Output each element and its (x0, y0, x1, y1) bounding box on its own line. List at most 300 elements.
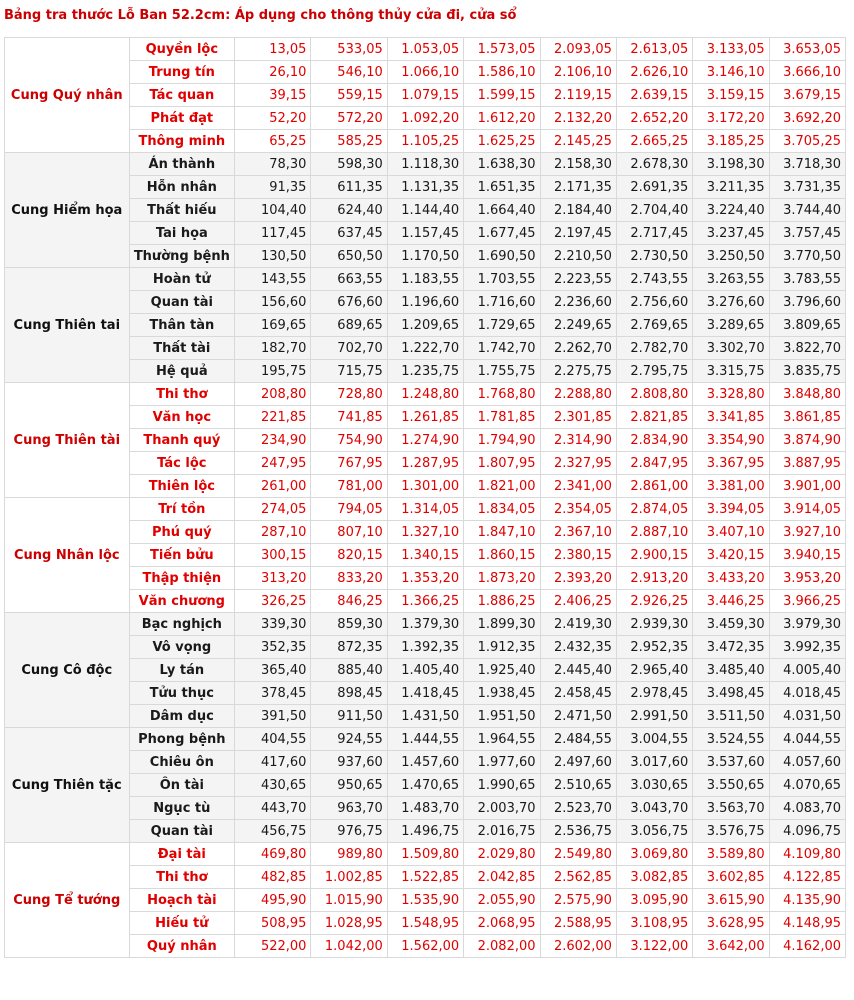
value-cell: 3.848,80 (769, 383, 845, 406)
value-cell: 4.083,70 (769, 797, 845, 820)
value-cell: 624,40 (311, 199, 387, 222)
value-cell: 2.782,70 (616, 337, 692, 360)
value-cell: 1.287,95 (387, 452, 463, 475)
value-cell: 2.314,90 (540, 429, 616, 452)
value-cell: 767,95 (311, 452, 387, 475)
value-cell: 3.835,75 (769, 360, 845, 383)
value-cell: 1.860,15 (464, 544, 540, 567)
value-cell: 2.445,40 (540, 659, 616, 682)
measure-name-cell: Thân tàn (129, 314, 235, 337)
value-cell: 182,70 (235, 337, 311, 360)
table-row (5, 222, 846, 245)
measure-name-cell: Ôn tài (129, 774, 235, 797)
table-row (5, 843, 846, 866)
table-row (5, 889, 846, 912)
value-cell: 2.068,95 (464, 912, 540, 935)
value-cell: 1.781,85 (464, 406, 540, 429)
value-cell: 352,35 (235, 636, 311, 659)
value-cell: 1.847,10 (464, 521, 540, 544)
group-name-cell: Cung Thiên tài (5, 383, 130, 498)
table-row (5, 130, 846, 153)
value-cell: 976,75 (311, 820, 387, 843)
value-cell: 2.575,90 (540, 889, 616, 912)
table-row (5, 337, 846, 360)
value-cell: 2.665,25 (616, 130, 692, 153)
value-cell: 1.548,95 (387, 912, 463, 935)
value-cell: 1.222,70 (387, 337, 463, 360)
value-cell: 2.913,20 (616, 567, 692, 590)
value-cell: 2.158,30 (540, 153, 616, 176)
value-cell: 2.939,30 (616, 613, 692, 636)
measure-name-cell: Trí tồn (129, 498, 235, 521)
value-cell: 522,00 (235, 935, 311, 958)
value-cell: 1.651,35 (464, 176, 540, 199)
value-cell: 274,05 (235, 498, 311, 521)
value-cell: 1.522,85 (387, 866, 463, 889)
value-cell: 2.613,05 (616, 38, 692, 61)
lo-ban-table (4, 37, 846, 958)
value-cell: 3.615,90 (693, 889, 769, 912)
group-name-cell: Cung Quý nhân (5, 38, 130, 153)
value-cell: 2.458,45 (540, 682, 616, 705)
value-cell: 3.030,65 (616, 774, 692, 797)
value-cell: 495,90 (235, 889, 311, 912)
group-name-cell: Cung Hiểm họa (5, 153, 130, 268)
value-cell: 1.028,95 (311, 912, 387, 935)
measure-name-cell: Thi thơ (129, 383, 235, 406)
value-cell: 1.092,20 (387, 107, 463, 130)
value-cell: 2.354,05 (540, 498, 616, 521)
value-cell: 3.367,95 (693, 452, 769, 475)
measure-name-cell: Thanh quý (129, 429, 235, 452)
value-cell: 4.044,55 (769, 728, 845, 751)
table-row (5, 728, 846, 751)
value-cell: 130,50 (235, 245, 311, 268)
value-cell: 2.704,40 (616, 199, 692, 222)
value-cell: 3.979,30 (769, 613, 845, 636)
value-cell: 2.510,65 (540, 774, 616, 797)
value-cell: 4.148,95 (769, 912, 845, 935)
measure-name-cell: Ngục tù (129, 797, 235, 820)
value-cell: 3.328,80 (693, 383, 769, 406)
value-cell: 469,80 (235, 843, 311, 866)
table-row (5, 751, 846, 774)
value-cell: 2.327,95 (540, 452, 616, 475)
measure-name-cell: Dâm dục (129, 705, 235, 728)
value-cell: 3.354,90 (693, 429, 769, 452)
value-cell: 1.755,75 (464, 360, 540, 383)
measure-name-cell: Thông minh (129, 130, 235, 153)
value-cell: 3.927,10 (769, 521, 845, 544)
value-cell: 2.549,80 (540, 843, 616, 866)
value-cell: 3.992,35 (769, 636, 845, 659)
value-cell: 3.237,45 (693, 222, 769, 245)
value-cell: 1.157,45 (387, 222, 463, 245)
value-cell: 1.938,45 (464, 682, 540, 705)
value-cell: 3.796,60 (769, 291, 845, 314)
value-cell: 508,95 (235, 912, 311, 935)
value-cell: 1.353,20 (387, 567, 463, 590)
table-row (5, 705, 846, 728)
value-cell: 2.847,95 (616, 452, 692, 475)
value-cell: 1.703,55 (464, 268, 540, 291)
value-cell: 2.210,50 (540, 245, 616, 268)
value-cell: 4.096,75 (769, 820, 845, 843)
table-row (5, 475, 846, 498)
value-cell: 3.914,05 (769, 498, 845, 521)
value-cell: 2.029,80 (464, 843, 540, 866)
value-cell: 4.070,65 (769, 774, 845, 797)
value-cell: 572,20 (311, 107, 387, 130)
value-cell: 1.729,65 (464, 314, 540, 337)
measure-name-cell: Quý nhân (129, 935, 235, 958)
value-cell: 2.055,90 (464, 889, 540, 912)
value-cell: 3.004,55 (616, 728, 692, 751)
value-cell: 2.926,25 (616, 590, 692, 613)
value-cell: 52,20 (235, 107, 311, 130)
group-name-cell: Cung Nhân lộc (5, 498, 130, 613)
table-row (5, 797, 846, 820)
value-cell: 1.677,45 (464, 222, 540, 245)
value-cell: 3.718,30 (769, 153, 845, 176)
value-cell: 3.705,25 (769, 130, 845, 153)
table-row (5, 636, 846, 659)
value-cell: 3.263,55 (693, 268, 769, 291)
value-cell: 3.108,95 (616, 912, 692, 935)
value-cell: 4.135,90 (769, 889, 845, 912)
measure-name-cell: Phong bệnh (129, 728, 235, 751)
value-cell: 117,45 (235, 222, 311, 245)
value-cell: 2.808,80 (616, 383, 692, 406)
value-cell: 3.420,15 (693, 544, 769, 567)
value-cell: 1.483,70 (387, 797, 463, 820)
value-cell: 1.170,50 (387, 245, 463, 268)
value-cell: 2.003,70 (464, 797, 540, 820)
value-cell: 2.119,15 (540, 84, 616, 107)
value-cell: 3.095,90 (616, 889, 692, 912)
measure-name-cell: Hệ quả (129, 360, 235, 383)
value-cell: 1.183,55 (387, 268, 463, 291)
value-cell: 3.809,65 (769, 314, 845, 337)
value-cell: 1.340,15 (387, 544, 463, 567)
value-cell: 3.770,50 (769, 245, 845, 268)
value-cell: 1.899,30 (464, 613, 540, 636)
value-cell: 1.079,15 (387, 84, 463, 107)
value-cell: 3.783,55 (769, 268, 845, 291)
value-cell: 3.146,10 (693, 61, 769, 84)
value-cell: 3.498,45 (693, 682, 769, 705)
value-cell: 2.262,70 (540, 337, 616, 360)
value-cell: 3.666,10 (769, 61, 845, 84)
value-cell: 3.576,75 (693, 820, 769, 843)
measure-name-cell: Quyền lộc (129, 38, 235, 61)
measure-name-cell: Quan tài (129, 820, 235, 843)
table-row (5, 176, 846, 199)
value-cell: 3.602,85 (693, 866, 769, 889)
value-cell: 1.053,05 (387, 38, 463, 61)
value-cell: 91,35 (235, 176, 311, 199)
value-cell: 1.716,60 (464, 291, 540, 314)
value-cell: 482,85 (235, 866, 311, 889)
table-row (5, 406, 846, 429)
value-cell: 715,75 (311, 360, 387, 383)
measure-name-cell: Thường bệnh (129, 245, 235, 268)
value-cell: 1.196,60 (387, 291, 463, 314)
value-cell: 3.250,50 (693, 245, 769, 268)
table-row (5, 567, 846, 590)
value-cell: 3.433,20 (693, 567, 769, 590)
value-cell: 65,25 (235, 130, 311, 153)
value-cell: 247,95 (235, 452, 311, 475)
value-cell: 1.807,95 (464, 452, 540, 475)
value-cell: 1.015,90 (311, 889, 387, 912)
value-cell: 1.392,35 (387, 636, 463, 659)
value-cell: 3.341,85 (693, 406, 769, 429)
table-row (5, 38, 846, 61)
measure-name-cell: Thập thiện (129, 567, 235, 590)
measure-name-cell: Án thành (129, 153, 235, 176)
measure-name-cell: Thất tài (129, 337, 235, 360)
value-cell: 1.690,50 (464, 245, 540, 268)
table-row (5, 935, 846, 958)
value-cell: 728,80 (311, 383, 387, 406)
value-cell: 598,30 (311, 153, 387, 176)
value-cell: 3.185,25 (693, 130, 769, 153)
value-cell: 1.470,65 (387, 774, 463, 797)
value-cell: 2.795,75 (616, 360, 692, 383)
value-cell: 2.223,55 (540, 268, 616, 291)
value-cell: 1.002,85 (311, 866, 387, 889)
value-cell: 2.484,55 (540, 728, 616, 751)
value-cell: 2.432,35 (540, 636, 616, 659)
measure-name-cell: Tác lộc (129, 452, 235, 475)
value-cell: 1.638,30 (464, 153, 540, 176)
value-cell: 4.031,50 (769, 705, 845, 728)
table-row (5, 498, 846, 521)
table-row (5, 820, 846, 843)
measure-name-cell: Ly tán (129, 659, 235, 682)
value-cell: 2.861,00 (616, 475, 692, 498)
value-cell: 2.769,65 (616, 314, 692, 337)
table-row (5, 429, 846, 452)
measure-name-cell: Hỗn nhân (129, 176, 235, 199)
value-cell: 872,35 (311, 636, 387, 659)
value-cell: 3.953,20 (769, 567, 845, 590)
value-cell: 2.497,60 (540, 751, 616, 774)
group-name-cell: Cung Tể tướng (5, 843, 130, 958)
value-cell: 443,70 (235, 797, 311, 820)
value-cell: 1.274,90 (387, 429, 463, 452)
value-cell: 4.162,00 (769, 935, 845, 958)
value-cell: 3.159,15 (693, 84, 769, 107)
value-cell: 924,55 (311, 728, 387, 751)
value-cell: 1.886,25 (464, 590, 540, 613)
value-cell: 2.275,75 (540, 360, 616, 383)
value-cell: 3.446,25 (693, 590, 769, 613)
value-cell: 313,20 (235, 567, 311, 590)
value-cell: 2.367,10 (540, 521, 616, 544)
value-cell: 195,75 (235, 360, 311, 383)
group-name-cell: Cung Thiên tai (5, 268, 130, 383)
value-cell: 2.965,40 (616, 659, 692, 682)
table-row (5, 774, 846, 797)
value-cell: 2.288,80 (540, 383, 616, 406)
value-cell: 1.248,80 (387, 383, 463, 406)
measure-name-cell: Trung tín (129, 61, 235, 84)
value-cell: 754,90 (311, 429, 387, 452)
measure-name-cell: Hoạch tài (129, 889, 235, 912)
value-cell: 1.105,25 (387, 130, 463, 153)
measure-name-cell: Tửu thục (129, 682, 235, 705)
value-cell: 3.653,05 (769, 38, 845, 61)
table-row (5, 291, 846, 314)
value-cell: 702,70 (311, 337, 387, 360)
value-cell: 3.472,35 (693, 636, 769, 659)
value-cell: 4.109,80 (769, 843, 845, 866)
value-cell: 2.082,00 (464, 935, 540, 958)
value-cell: 3.901,00 (769, 475, 845, 498)
value-cell: 339,30 (235, 613, 311, 636)
group-name-cell: Cung Cô độc (5, 613, 130, 728)
value-cell: 807,10 (311, 521, 387, 544)
value-cell: 937,60 (311, 751, 387, 774)
measure-name-cell: Chiêu ôn (129, 751, 235, 774)
value-cell: 2.016,75 (464, 820, 540, 843)
value-cell: 2.730,50 (616, 245, 692, 268)
value-cell: 1.066,10 (387, 61, 463, 84)
table-row (5, 912, 846, 935)
table-row (5, 360, 846, 383)
value-cell: 950,65 (311, 774, 387, 797)
value-cell: 417,60 (235, 751, 311, 774)
value-cell: 2.132,20 (540, 107, 616, 130)
value-cell: 1.573,05 (464, 38, 540, 61)
value-cell: 430,65 (235, 774, 311, 797)
measure-name-cell: Bạc nghịch (129, 613, 235, 636)
measure-name-cell: Hiếu tử (129, 912, 235, 935)
value-cell: 1.379,30 (387, 613, 463, 636)
value-cell: 3.069,80 (616, 843, 692, 866)
value-cell: 3.731,35 (769, 176, 845, 199)
value-cell: 2.249,65 (540, 314, 616, 337)
measure-name-cell: Văn chương (129, 590, 235, 613)
value-cell: 3.861,85 (769, 406, 845, 429)
table-row (5, 314, 846, 337)
table-row (5, 61, 846, 84)
value-cell: 3.394,05 (693, 498, 769, 521)
value-cell: 3.757,45 (769, 222, 845, 245)
value-cell: 3.459,30 (693, 613, 769, 636)
value-cell: 300,15 (235, 544, 311, 567)
value-cell: 3.485,40 (693, 659, 769, 682)
value-cell: 2.393,20 (540, 567, 616, 590)
value-cell: 2.639,15 (616, 84, 692, 107)
value-cell: 989,80 (311, 843, 387, 866)
value-cell: 2.991,50 (616, 705, 692, 728)
value-cell: 391,50 (235, 705, 311, 728)
value-cell: 1.131,35 (387, 176, 463, 199)
value-cell: 533,05 (311, 38, 387, 61)
value-cell: 2.691,35 (616, 176, 692, 199)
table-row (5, 521, 846, 544)
value-cell: 3.276,60 (693, 291, 769, 314)
value-cell: 3.822,70 (769, 337, 845, 360)
value-cell: 2.952,35 (616, 636, 692, 659)
measure-name-cell: Quan tài (129, 291, 235, 314)
value-cell: 1.742,70 (464, 337, 540, 360)
value-cell: 741,85 (311, 406, 387, 429)
value-cell: 2.717,45 (616, 222, 692, 245)
value-cell: 2.887,10 (616, 521, 692, 544)
table-row (5, 590, 846, 613)
value-cell: 2.756,60 (616, 291, 692, 314)
value-cell: 378,45 (235, 682, 311, 705)
value-cell: 3.224,40 (693, 199, 769, 222)
value-cell: 3.017,60 (616, 751, 692, 774)
value-cell: 637,45 (311, 222, 387, 245)
value-cell: 3.537,60 (693, 751, 769, 774)
value-cell: 689,65 (311, 314, 387, 337)
value-cell: 2.821,85 (616, 406, 692, 429)
value-cell: 1.366,25 (387, 590, 463, 613)
value-cell: 3.679,15 (769, 84, 845, 107)
value-cell: 1.314,05 (387, 498, 463, 521)
value-cell: 3.315,75 (693, 360, 769, 383)
value-cell: 1.821,00 (464, 475, 540, 498)
value-cell: 1.586,10 (464, 61, 540, 84)
value-cell: 2.588,95 (540, 912, 616, 935)
table-row (5, 245, 846, 268)
value-cell: 2.106,10 (540, 61, 616, 84)
page-title: Bảng tra thước Lỗ Ban 52.2cm: Áp dụng cho thông thủy cửa đi, cửa sổ (4, 8, 517, 23)
value-cell: 143,55 (235, 268, 311, 291)
value-cell: 3.407,10 (693, 521, 769, 544)
value-cell: 2.562,85 (540, 866, 616, 889)
value-cell: 1.599,15 (464, 84, 540, 107)
value-cell: 3.940,15 (769, 544, 845, 567)
value-cell: 4.018,45 (769, 682, 845, 705)
value-cell: 1.925,40 (464, 659, 540, 682)
value-cell: 2.197,45 (540, 222, 616, 245)
value-cell: 2.145,25 (540, 130, 616, 153)
value-cell: 1.834,05 (464, 498, 540, 521)
value-cell: 26,10 (235, 61, 311, 84)
value-cell: 3.524,55 (693, 728, 769, 751)
value-cell: 3.642,00 (693, 935, 769, 958)
measure-name-cell: Tác quan (129, 84, 235, 107)
value-cell: 1.912,35 (464, 636, 540, 659)
value-cell: 3.628,95 (693, 912, 769, 935)
value-cell: 456,75 (235, 820, 311, 843)
value-cell: 2.874,05 (616, 498, 692, 521)
value-cell: 169,65 (235, 314, 311, 337)
value-cell: 3.563,70 (693, 797, 769, 820)
value-cell: 1.977,60 (464, 751, 540, 774)
value-cell: 2.171,35 (540, 176, 616, 199)
value-cell: 911,50 (311, 705, 387, 728)
value-cell: 3.302,70 (693, 337, 769, 360)
table-row (5, 544, 846, 567)
value-cell: 365,40 (235, 659, 311, 682)
value-cell: 3.122,00 (616, 935, 692, 958)
value-cell: 3.589,80 (693, 843, 769, 866)
value-cell: 3.744,40 (769, 199, 845, 222)
value-cell: 559,15 (311, 84, 387, 107)
table-row (5, 452, 846, 475)
value-cell: 1.418,45 (387, 682, 463, 705)
measure-name-cell: Tai họa (129, 222, 235, 245)
value-cell: 2.341,00 (540, 475, 616, 498)
